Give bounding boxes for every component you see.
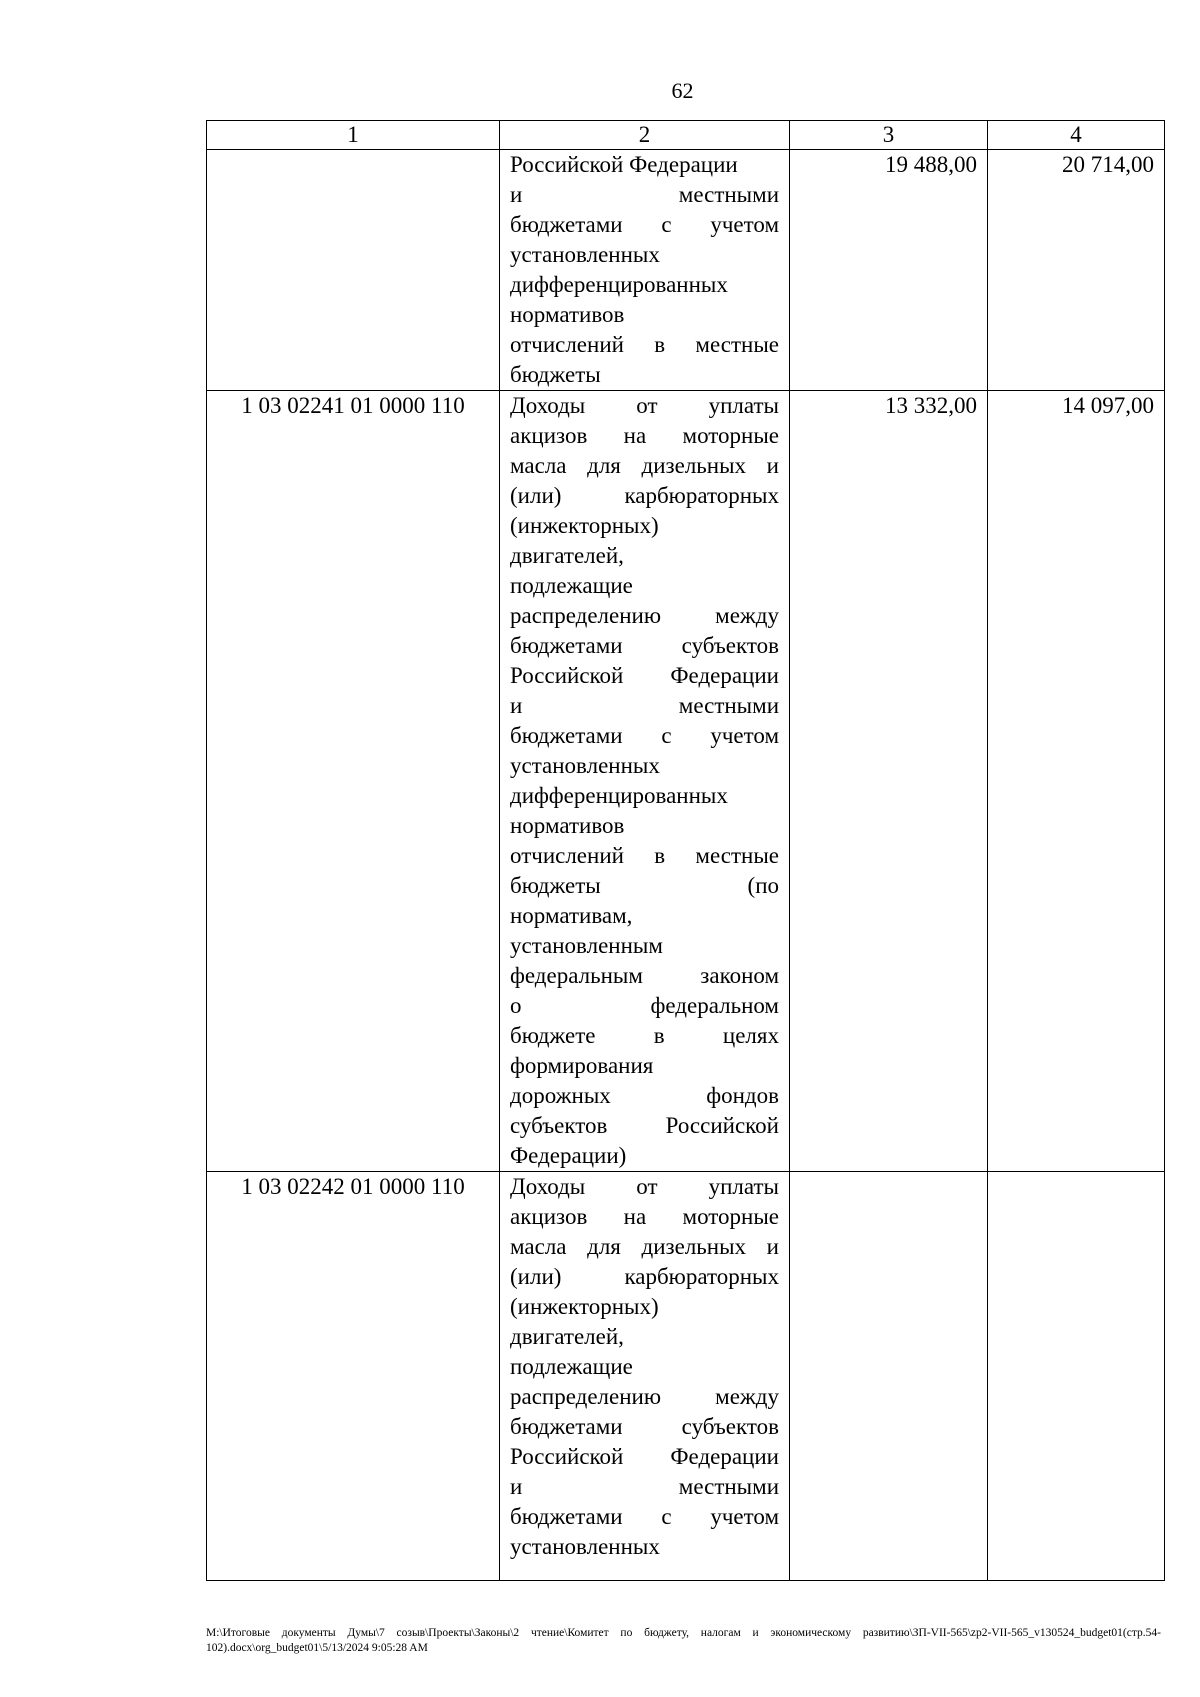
income-name-line: отчислений в местные	[510, 332, 779, 357]
income-name-line: распределению между	[510, 1384, 779, 1409]
income-name-line: бюджеты	[510, 362, 601, 387]
income-code-cell	[207, 150, 500, 391]
income-name-line: бюджете в целях	[510, 1023, 779, 1048]
income-name-line: о федеральном	[510, 993, 779, 1018]
income-name-line: Доходы от уплаты	[510, 393, 779, 418]
income-name-line: Доходы от уплаты	[510, 1174, 779, 1199]
amount-column-4-cell	[988, 1172, 1165, 1581]
amount-column-3-cell	[790, 1172, 988, 1581]
income-name-line: бюджетами с учетом	[510, 723, 779, 748]
income-name-line: нормативов	[510, 813, 625, 838]
column-header-4: 4	[988, 121, 1165, 150]
income-name-line: установленных	[510, 753, 660, 778]
amount-column-4-cell: 20 714,00	[988, 150, 1165, 391]
income-name-cell	[500, 150, 790, 391]
column-header-2: 2	[500, 121, 790, 150]
budget-table	[206, 120, 1165, 1581]
income-name-line: (или) карбюраторных	[510, 1264, 779, 1289]
document-path-footer: M:\Итоговые документы Думы\7 созыв\Проекты\Законы\2 чтение\Комитет по бюджету, налогам и экономическому развитию\ЗП-VII-565\zp2-VII-565_v130524_budget01(стр.54-102).docx\org_budget01\5/13/2024 9:05:28 AM	[206, 1627, 1161, 1654]
income-name-line: дифференцированных	[510, 272, 728, 297]
income-name-line: масла для дизельных и	[510, 453, 779, 478]
income-code-cell: 1 03 02242 01 0000 110	[207, 1172, 500, 1581]
page-number: 62	[671, 78, 694, 103]
income-name-line: отчислений в местные	[510, 843, 779, 868]
income-name-line: субъектов Российской	[510, 1113, 779, 1138]
income-name-line: бюджетами субъектов	[510, 1414, 779, 1439]
amount-column-3-cell: 19 488,00	[790, 150, 988, 391]
income-name-line: (инжекторных)	[510, 1294, 659, 1319]
income-name-line: Российской Федерации	[510, 152, 738, 177]
income-name-line: установленным	[510, 933, 663, 958]
income-name-line: нормативов	[510, 302, 625, 327]
income-name-line: (или) карбюраторных	[510, 483, 779, 508]
income-name-line: Российской Федерации	[510, 663, 779, 688]
income-name-line: федеральным законом	[510, 963, 779, 988]
income-name-line: и местными	[510, 182, 779, 207]
amount-column-3-cell: 13 332,00	[790, 391, 988, 1172]
income-name-line: двигателей,	[510, 1324, 624, 1349]
income-name-line: акцизов на моторные	[510, 1204, 779, 1229]
income-name-line: и местными	[510, 693, 779, 718]
income-name-line: подлежащие	[510, 573, 633, 598]
income-name-line: распределению между	[510, 603, 779, 628]
income-name-line: нормативам,	[510, 903, 633, 928]
income-name-line: бюджетами с учетом	[510, 212, 779, 237]
income-name-line: Российской Федерации	[510, 1444, 779, 1469]
table-row	[207, 1172, 1165, 1581]
column-header-3: 3	[790, 121, 988, 150]
income-name-cell	[500, 391, 790, 1172]
income-name-line: (инжекторных)	[510, 513, 659, 538]
income-name-line: бюджетами с учетом	[510, 1504, 779, 1529]
income-name-line: масла для дизельных и	[510, 1234, 779, 1259]
column-header-1: 1	[207, 121, 500, 150]
income-name-line: формирования	[510, 1053, 654, 1078]
income-name-line: акцизов на моторные	[510, 423, 779, 448]
income-name-line: подлежащие	[510, 1354, 633, 1379]
table-row	[207, 391, 1165, 1172]
income-name-cell	[500, 1172, 790, 1581]
income-code-cell: 1 03 02241 01 0000 110	[207, 391, 500, 1172]
income-name-line: установленных	[510, 1534, 660, 1559]
income-name-line: дифференцированных	[510, 783, 728, 808]
income-name-line: бюджетами субъектов	[510, 633, 779, 658]
table-row	[207, 150, 1165, 391]
amount-column-4-cell: 14 097,00	[988, 391, 1165, 1172]
income-name-line: установленных	[510, 242, 660, 267]
income-name-line: дорожных фондов	[510, 1083, 779, 1108]
income-name-line: и местными	[510, 1474, 779, 1499]
table-header-row	[207, 121, 1165, 150]
income-name-line: бюджеты (по	[510, 873, 779, 898]
income-name-line: Федерации)	[510, 1143, 627, 1168]
income-name-line: двигателей,	[510, 543, 624, 568]
